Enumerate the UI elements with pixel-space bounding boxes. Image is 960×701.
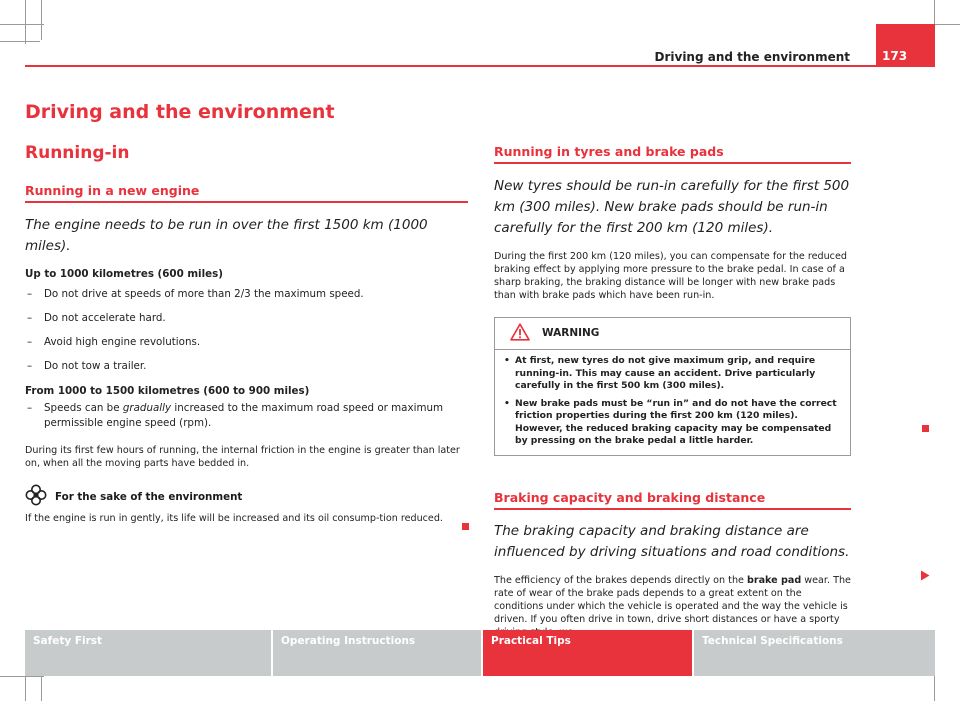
list-item: – Do not accelerate hard. — [25, 311, 468, 326]
text-run: Speeds can be — [44, 402, 123, 414]
warning-label: WARNING — [542, 327, 600, 339]
crop-mark — [0, 41, 40, 42]
crop-mark — [0, 676, 44, 677]
body-text: During the first 200 km (120 miles), you can compensate for the reduced braking effect by applying more pressure to the brake pedal. In case of a sharp braking, the braking distance will be longer with new brake pads than with brake pads which have been run-in. — [494, 251, 847, 301]
text-run: The efficiency of the brakes depends directly on the — [494, 574, 747, 586]
subhead-tyres-brake-pads: Running in tyres and brake pads — [494, 144, 851, 164]
running-title: Driving and the environment — [654, 50, 850, 64]
emphasis-text: gradually — [122, 402, 172, 414]
header-rule — [25, 65, 935, 67]
continue-arrow-icon — [920, 566, 930, 585]
footer-nav — [25, 630, 935, 676]
crop-mark — [0, 24, 44, 25]
section-end-icon — [922, 425, 929, 432]
list-item: – Do not drive at speeds of more than 2/3 the maximum speed. — [25, 287, 468, 302]
intro-text: New tyres should be run-in carefully for the first 500 km (300 miles). New brake pads should be run-in carefully for the first 200 km (120 miles). — [494, 178, 850, 236]
warning-divider — [495, 349, 850, 350]
section-end-icon — [462, 523, 469, 530]
group-heading: From 1000 to 1500 kilometres (600 to 900 miles) — [25, 385, 310, 397]
right-column — [494, 144, 851, 639]
tab-practical-tips[interactable]: Practical Tips — [483, 630, 692, 676]
group-heading: Up to 1000 kilometres (600 miles) — [25, 268, 223, 280]
warning-triangle-icon — [510, 323, 530, 344]
intro-text: The braking capacity and braking distance are influenced by driving situations and road conditions. — [494, 522, 850, 560]
text-run: wear. The rate of wear of the brake pads depends to a great extent on the conditions under which the vehicle is operated and the way the vehicle is driven. If you often drive in town, drive short distances or have a sporty — [494, 574, 851, 625]
bold-text: brake pad — [746, 574, 802, 586]
list-item: – Do not tow a trailer. — [25, 359, 468, 374]
tab-technical-specifications[interactable]: Technical Specifications — [694, 630, 935, 676]
crop-mark — [25, 0, 26, 44]
warning-box — [494, 317, 851, 456]
intro-text: The engine needs to be run in over the first 1500 km (1000 miles). — [25, 217, 428, 254]
body-text: During its first few hours of running, the internal friction in the engine is greater than later on, when all the moving parts have bedded in. — [25, 445, 460, 469]
environment-note-text: If the engine is run in gently, its life will be increased and its oil consump-tion reduced. — [25, 513, 443, 524]
subhead-running-new-engine: Running in a new engine — [25, 183, 468, 203]
environment-note-title: For the sake of the environment — [55, 490, 243, 503]
warning-item: • At first, new tyres do not give maximum grip, and require running-in. This may cause an accident. Drive particularly carefully in the first 500 km (300 miles). — [504, 355, 841, 393]
list-item: – Avoid high engine revolutions. — [25, 335, 468, 350]
environment-note-heading — [25, 484, 468, 509]
dash-list — [25, 287, 468, 374]
list-item — [25, 401, 468, 431]
section-title: Running-in — [25, 143, 130, 163]
left-column — [25, 183, 468, 525]
warning-item: • New brake pads must be “run in” and do not have the correct friction properties during the first 200 km (120 miles). However, the reduced braking capacity may be compensated by pressing on the brake pedal a little harder. — [504, 398, 841, 448]
chapter-title: Driving and the environment — [25, 101, 335, 123]
subhead-braking-capacity: Braking capacity and braking distance — [494, 490, 851, 510]
page-number: 173 — [876, 24, 935, 67]
tab-operating-instructions[interactable]: Operating Instructions — [273, 630, 481, 676]
text-run: increased to the maximum road speed or maximum permissible engine speed (rpm). — [44, 402, 444, 429]
environment-flower-icon — [25, 484, 47, 509]
crop-mark — [41, 0, 42, 40]
warning-heading — [504, 324, 841, 342]
tab-safety-first[interactable]: Safety First — [25, 630, 271, 676]
body-text — [494, 574, 851, 639]
